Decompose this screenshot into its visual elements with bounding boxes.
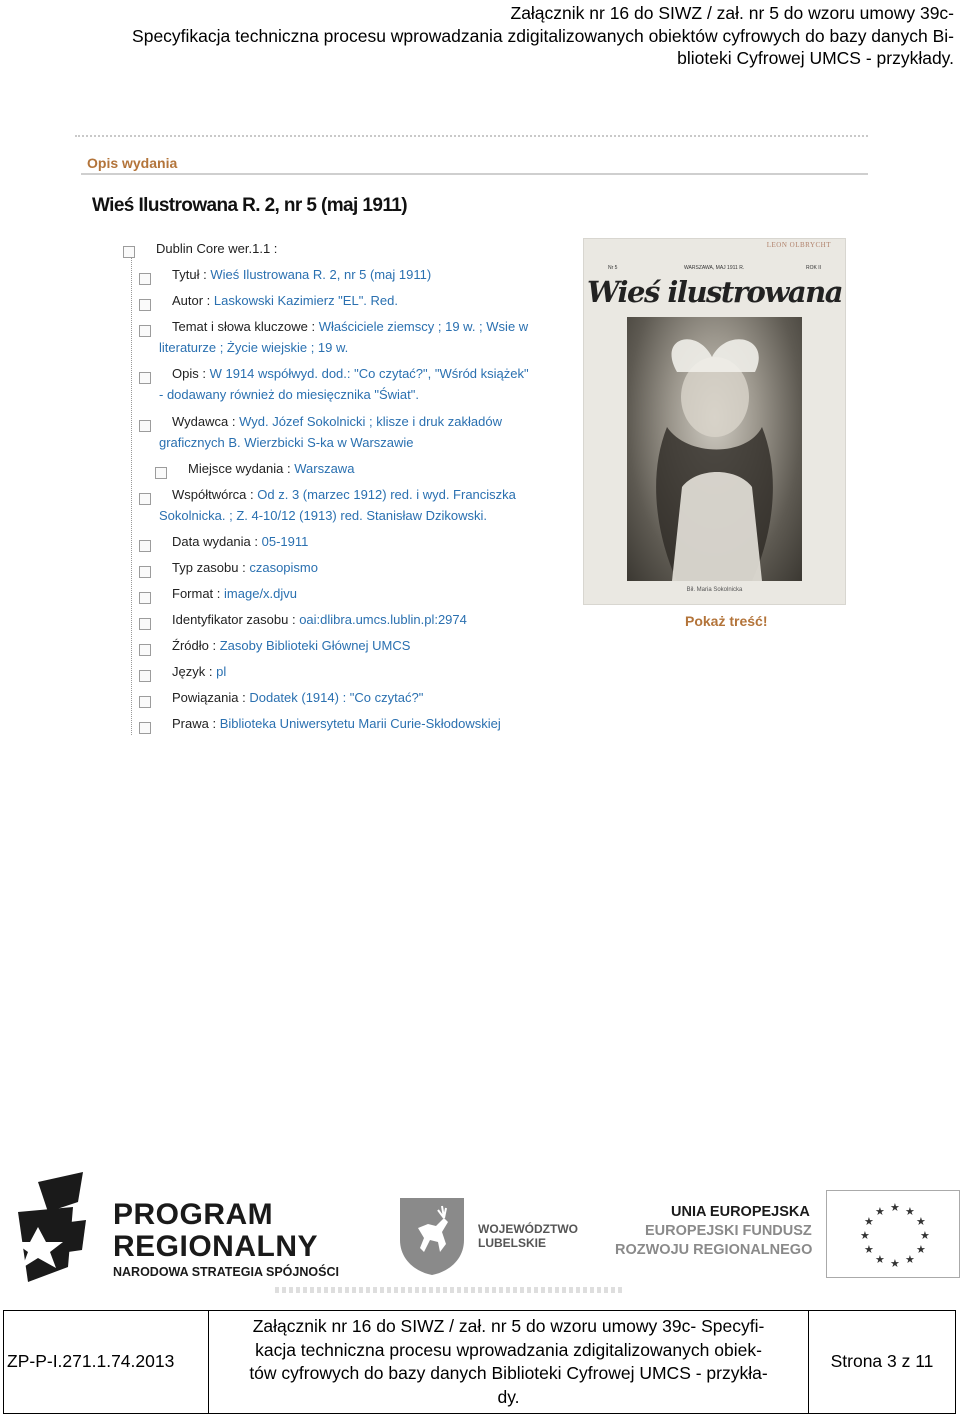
header-line: Specyfikacja techniczna procesu wprowadzania zdigitalizowanych obiektów cyfrowych do bazy danych Bi- <box>132 25 954 46</box>
tree-line <box>131 255 132 735</box>
eu-line2: EUROPEJSKI FUNDUSZ <box>645 1223 812 1239</box>
metadata-field-date: Data wydania : 05-1911 <box>172 534 309 549</box>
tree-checkbox[interactable] <box>123 246 135 258</box>
tree-checkbox[interactable] <box>139 566 151 578</box>
metadata-field-format: Format : image/x.djvu <box>172 586 298 601</box>
metadata-field-description: Opis : W 1914 współwyd. dod.: "Co czytać?", "Wśród książek" <box>172 366 529 381</box>
cover-masthead-area <box>584 239 845 317</box>
metadata-field-identifier: Identyfikator zasobu : oai:dlibra.umcs.lublin.pl:2974 <box>172 612 467 627</box>
svg-text:★: ★ <box>875 1206 885 1218</box>
item-heading: Wieś Ilustrowana R. 2, nr 5 (maj 1911) <box>92 195 407 216</box>
footer-title-line: dy. <box>497 1386 520 1407</box>
voivodeship-line2: LUBELSKIE <box>478 1236 547 1250</box>
metadata-field-description-cont[interactable]: - dodawany również do miesięcznika "Świat". <box>159 387 419 402</box>
cover-issue-date: WARSZAWA, MAJ 1911 R. <box>684 265 745 271</box>
tree-checkbox[interactable] <box>139 299 151 311</box>
fine-print-strip <box>275 1287 625 1293</box>
header-line: Załącznik nr 16 do SIWZ / zał. nr 5 do wzoru umowy 39c- <box>510 3 954 23</box>
eu-line3: ROZWOJU REGIONALNEGO <box>615 1242 813 1258</box>
footer-title-line: kacja techniczna procesu wprowadzania zdigitalizowanych obiek- <box>255 1339 762 1360</box>
metadata-field-contributor: Współtwórca : Od z. 3 (marzec 1912) red. i wyd. Franciszka <box>172 487 516 502</box>
metadata-field-language: Język : pl <box>172 664 227 679</box>
metadata-field-place: Miejsce wydania : Warszawa <box>188 461 355 476</box>
library-screenshot <box>75 135 870 745</box>
metadata-field-publisher-cont[interactable]: graficznych B. Wierzbicki S-ka w Warszawie <box>159 435 414 450</box>
svg-text:★: ★ <box>864 1244 874 1256</box>
cover-photo <box>627 317 802 581</box>
tree-checkbox[interactable] <box>139 273 151 285</box>
tree-checkbox[interactable] <box>139 325 151 337</box>
cover-thumbnail[interactable] <box>583 238 846 605</box>
portrait-image <box>627 317 802 581</box>
tree-checkbox[interactable] <box>139 670 151 682</box>
metadata-field-contributor-cont[interactable]: Sokolnicka. ; Z. 4-10/12 (1913) red. Stanisław Dzikowski. <box>159 508 488 523</box>
cover-year: ROK II <box>805 265 821 271</box>
footer-page-number: Strona 3 z 11 <box>809 1311 956 1414</box>
metadata-field-author: Autor : Laskowski Kazimierz "EL". Red. <box>172 293 398 308</box>
metadata-field-title: Tytuł : Wieś Ilustrowana R. 2, nr 5 (maj 1911) <box>172 267 432 282</box>
header-line: blioteki Cyfrowej UMCS - przykłady. <box>677 48 954 68</box>
metadata-tree <box>75 135 595 745</box>
tree-checkbox[interactable] <box>139 420 151 432</box>
footer-title-line: Załącznik nr 16 do SIWZ / zał. nr 5 do wzoru umowy 39c- Specyfi- <box>252 1316 765 1336</box>
tree-checkbox[interactable] <box>139 493 151 505</box>
svg-text:★: ★ <box>864 1216 874 1228</box>
metadata-field-publisher: Wydawca : Wyd. Józef Sokolnicki ; klisze i druk zakładów <box>172 414 502 429</box>
metadata-field-relation: Powiązania : Dodatek (1914) : "Co czytać?" <box>172 690 424 705</box>
tree-checkbox[interactable] <box>139 592 151 604</box>
svg-text:★: ★ <box>920 1230 930 1242</box>
tree-checkbox[interactable] <box>139 722 151 734</box>
metadata-field-subject-cont[interactable]: literaturze ; Życie wiejskie ; 19 w. <box>159 340 349 355</box>
voivodeship-crest-icon <box>398 1196 466 1276</box>
tree-checkbox[interactable] <box>139 644 151 656</box>
tree-checkbox[interactable] <box>139 696 151 708</box>
svg-text:★: ★ <box>890 1258 900 1270</box>
svg-text:★: ★ <box>905 1254 915 1266</box>
svg-text:★: ★ <box>916 1216 926 1228</box>
eu-stars-icon <box>827 1191 960 1279</box>
voivodeship-line1: WOJEWÓDZTWO <box>478 1222 578 1236</box>
eu-line1: UNIA EUROPEJSKA <box>671 1204 810 1220</box>
section-title: Opis wydania <box>87 155 178 171</box>
footer-title-line: tów cyfrowych do bazy danych Biblioteki Cyfrowej UMCS - przykła- <box>249 1363 768 1383</box>
tree-checkbox[interactable] <box>139 540 151 552</box>
footer-reference: ZP-P-I.271.1.74.2013 <box>4 1311 209 1414</box>
svg-text:★: ★ <box>860 1230 870 1242</box>
show-content-link[interactable]: Pokaż treść! <box>685 613 768 629</box>
metadata-field-rights: Prawa : Biblioteka Uniwersytetu Marii Curie-Skłodowskiej <box>172 716 501 731</box>
program-line2: REGIONALNY <box>113 1230 319 1263</box>
logos-band <box>0 1170 960 1300</box>
cover-issue-no: Nr 5 <box>608 265 618 271</box>
cover-masthead: Wieś ilustrowana <box>586 275 843 309</box>
cover-caption: Bił. Maria Sokolnicka <box>686 587 743 593</box>
program-regionalny-logo-icon <box>8 1172 108 1292</box>
tree-checkbox[interactable] <box>139 372 151 384</box>
tree-checkbox[interactable] <box>155 467 167 479</box>
metadata-field-subject: Temat i słowa kluczowe : Właściciele ziemscy ; 19 w. ; Wsie w <box>172 319 529 334</box>
page-footer <box>3 1310 956 1414</box>
metadata-field-type: Typ zasobu : czasopismo <box>172 560 318 575</box>
eu-flag <box>826 1190 960 1278</box>
svg-text:★: ★ <box>905 1206 915 1218</box>
svg-text:★: ★ <box>890 1202 900 1214</box>
program-line3: NARODOWA STRATEGIA SPÓJNOŚCI <box>113 1265 339 1279</box>
tree-checkbox[interactable] <box>139 618 151 630</box>
svg-text:★: ★ <box>916 1244 926 1256</box>
program-line1: PROGRAM <box>113 1198 274 1231</box>
metadata-field-source: Źródło : Zasoby Biblioteki Głównej UMCS <box>172 638 411 653</box>
svg-text:★: ★ <box>875 1254 885 1266</box>
dc-root-label: Dublin Core wer.1.1 : <box>156 241 278 256</box>
publisher-stamp: LEON OLBRYCHT <box>766 241 831 249</box>
footer-title <box>209 1311 809 1414</box>
page-header <box>4 2 954 70</box>
